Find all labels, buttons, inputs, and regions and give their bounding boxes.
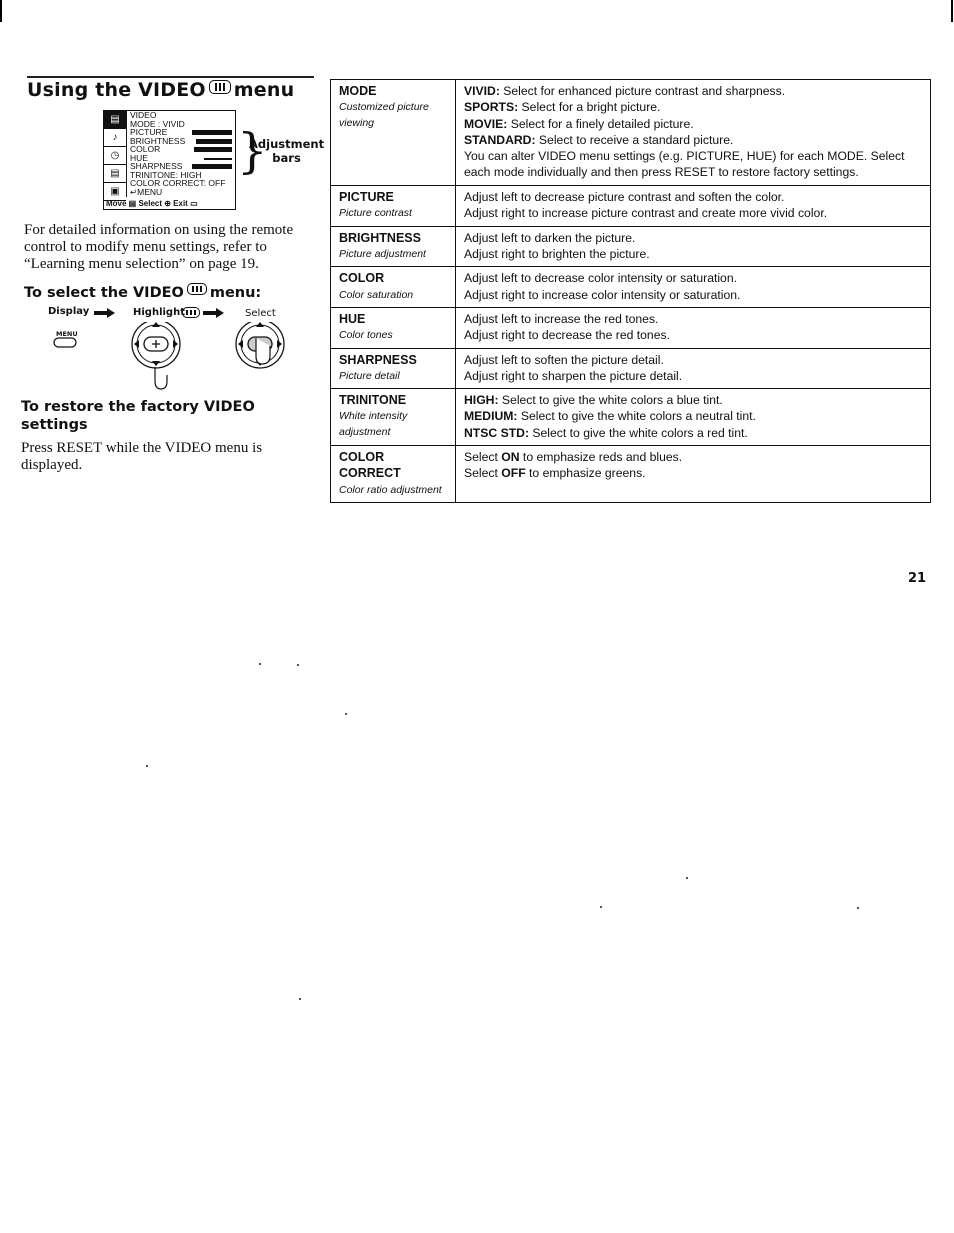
video-menu-icon bbox=[187, 283, 207, 295]
detail-line bbox=[464, 116, 923, 132]
adjustment-bar bbox=[196, 139, 232, 144]
setting-description: Color ratio adjustment bbox=[339, 483, 442, 496]
table-row bbox=[331, 226, 931, 267]
video-menu-screen-illustration bbox=[103, 110, 236, 210]
detail-text: Select to give the white colors a blue tint. bbox=[498, 393, 723, 408]
detail-text: Adjust right to increase picture contrast and create more vivid color. bbox=[464, 206, 828, 221]
joystick-highlight-icon bbox=[132, 322, 180, 389]
detail-text: Adjust left to darken the picture. bbox=[464, 230, 636, 245]
intro-paragraph: For detailed information on using the remote control to modify menu settings, refer to “Learning menu selection” on page 19. bbox=[24, 222, 294, 272]
setting-name: TRINITONE bbox=[339, 393, 407, 408]
step-display-label: Display bbox=[48, 306, 90, 317]
detail-line bbox=[464, 148, 923, 181]
setting-name: MODE bbox=[339, 84, 377, 98]
detail-text: Select for a finely detailed picture. bbox=[507, 116, 694, 131]
scan-speck bbox=[299, 998, 301, 1000]
detail-text: Adjust left to decrease picture contrast and soften the color. bbox=[464, 189, 785, 204]
detail-text: Select for a bright picture. bbox=[518, 100, 661, 115]
table-row bbox=[331, 446, 931, 503]
detail-text: to emphasize greens. bbox=[525, 466, 646, 481]
adjustment-label-line: Adjustment bbox=[249, 137, 325, 151]
setting-description: Picture contrast bbox=[339, 207, 412, 220]
select-heading-suffix: menu: bbox=[209, 285, 262, 301]
setting-detail-cell bbox=[456, 80, 931, 186]
option-name: HIGH: bbox=[464, 393, 499, 408]
table-row bbox=[331, 348, 931, 389]
osd-title: VIDEO bbox=[130, 110, 157, 120]
osd-footer: Move ▤ Select ⊕ Exit ▭ bbox=[106, 199, 198, 208]
detail-line bbox=[464, 408, 923, 424]
table-body bbox=[331, 80, 931, 503]
setting-name: COLOR CORRECT bbox=[339, 450, 401, 481]
arrow-icon bbox=[203, 308, 225, 318]
detail-line bbox=[464, 205, 923, 221]
adjustment-brace: } bbox=[237, 123, 268, 179]
detail-line bbox=[464, 230, 923, 246]
detail-text: Adjust right to brighten the picture. bbox=[464, 247, 650, 262]
restore-paragraph: Press RESET while the VIDEO menu is displayed. bbox=[21, 440, 263, 473]
detail-text: You can alter VIDEO menu settings (e.g. PICTURE, HUE) for each MODE. Select each mode individually and then press RESET to restore factory settings. bbox=[464, 149, 905, 180]
setting-name: PICTURE bbox=[339, 189, 394, 204]
video-menu-icon bbox=[182, 307, 200, 318]
osd-line: COLOR CORRECT: OFF bbox=[130, 178, 226, 188]
detail-line bbox=[464, 327, 923, 343]
scan-speck bbox=[259, 663, 261, 665]
setting-description: Picture adjustment bbox=[339, 248, 426, 261]
setting-description: Customized picture viewing bbox=[339, 101, 429, 130]
option-value: ON bbox=[501, 450, 520, 465]
detail-text: Adjust right to increase color intensity or saturation. bbox=[464, 287, 741, 302]
detail-text: Select to give the white colors a neutral tint. bbox=[517, 409, 756, 424]
detail-text: Select for enhanced picture contrast and sharpness. bbox=[499, 84, 786, 98]
setting-name-cell bbox=[331, 348, 456, 389]
section-title-suffix: menu bbox=[233, 79, 295, 101]
joystick-select-icon bbox=[236, 322, 284, 368]
setting-name-cell bbox=[331, 226, 456, 267]
detail-text: Select to receive a standard picture. bbox=[535, 132, 734, 147]
scan-speck bbox=[345, 713, 347, 715]
adjustment-bar bbox=[194, 147, 232, 152]
osd-line: MODE : VIVID bbox=[130, 118, 185, 129]
scan-speck bbox=[146, 765, 148, 767]
option-name: SPORTS: bbox=[464, 100, 519, 115]
step-select-label: Select bbox=[245, 308, 276, 319]
osd-line: SHARPNESS bbox=[130, 161, 183, 171]
section-rule bbox=[27, 76, 314, 78]
detail-text: Adjust left to increase the red tones. bbox=[464, 311, 659, 326]
detail-text: Select bbox=[464, 450, 502, 465]
option-name: MOVIE: bbox=[464, 116, 508, 131]
table-row bbox=[331, 185, 931, 226]
detail-line bbox=[464, 132, 923, 148]
osd-line: PICTURE bbox=[130, 127, 168, 137]
setting-name: COLOR bbox=[339, 271, 385, 286]
setting-description: White intensity adjustment bbox=[339, 410, 408, 439]
setting-detail-cell bbox=[456, 185, 931, 226]
adjustment-bar bbox=[192, 164, 232, 169]
option-name: NTSC STD: bbox=[464, 425, 529, 440]
detail-line bbox=[464, 368, 923, 384]
scan-edge-mark-left bbox=[0, 0, 2, 22]
detail-line bbox=[464, 83, 923, 99]
video-menu-icon bbox=[209, 80, 231, 94]
detail-line bbox=[464, 352, 923, 368]
select-heading bbox=[24, 283, 261, 302]
audio-note-icon: ♪ bbox=[104, 129, 126, 147]
osd-line: HUE bbox=[130, 152, 148, 163]
detail-line bbox=[464, 270, 923, 286]
setting-detail-cell bbox=[456, 267, 931, 308]
scan-speck bbox=[600, 906, 602, 908]
restore-heading: To restore the factory VIDEO settings bbox=[21, 399, 255, 433]
osd-line: ↵MENU bbox=[130, 186, 163, 197]
setting-detail-cell bbox=[456, 226, 931, 267]
scan-speck bbox=[686, 877, 688, 879]
detail-text: Adjust left to decrease color intensity or saturation. bbox=[464, 271, 738, 286]
menu-key-label: MENU bbox=[56, 330, 78, 338]
detail-text: Adjust right to decrease the red tones. bbox=[464, 328, 670, 343]
detail-line bbox=[464, 189, 923, 205]
adjustment-bars-label bbox=[249, 137, 324, 165]
step-highlight-label: Highlight bbox=[133, 307, 185, 318]
setting-detail-cell bbox=[456, 307, 931, 348]
setting-name: HUE bbox=[339, 311, 366, 326]
scan-edge-mark-right bbox=[951, 0, 953, 22]
setting-detail-cell bbox=[456, 348, 931, 389]
detail-line bbox=[464, 246, 923, 262]
section-title bbox=[27, 79, 294, 101]
detail-text: to emphasize reds and blues. bbox=[519, 450, 683, 465]
detail-line bbox=[464, 311, 923, 327]
setting-name-cell bbox=[331, 446, 456, 503]
setting-name-cell bbox=[331, 389, 456, 446]
option-name: VIVID: bbox=[464, 84, 500, 98]
setting-description: Color saturation bbox=[339, 288, 414, 301]
option-value: OFF bbox=[501, 466, 526, 481]
option-name: STANDARD: bbox=[464, 132, 536, 147]
setting-detail-cell bbox=[456, 389, 931, 446]
detail-line bbox=[464, 99, 923, 115]
adjustment-bar bbox=[204, 158, 232, 160]
detail-text: Adjust left to soften the picture detail. bbox=[464, 352, 664, 367]
setting-name-cell bbox=[331, 307, 456, 348]
detail-text: Adjust right to sharpen the picture detail. bbox=[464, 368, 683, 383]
adjustment-label-line: bars bbox=[272, 151, 301, 165]
detail-text: Select to give the white colors a red tint. bbox=[529, 425, 748, 440]
detail-line bbox=[464, 392, 923, 408]
setting-name-cell bbox=[331, 80, 456, 186]
setup-icon: ▣ bbox=[104, 183, 126, 201]
osd-menu-lines bbox=[130, 111, 234, 196]
section-title-text: Using the VIDEO bbox=[27, 79, 206, 101]
table-row bbox=[331, 267, 931, 308]
table-row bbox=[331, 80, 931, 186]
osd-icon-column bbox=[104, 111, 127, 197]
table-row bbox=[331, 307, 931, 348]
osd-line: TRINITONE: HIGH bbox=[130, 169, 202, 180]
adjustment-bar bbox=[192, 130, 232, 135]
channel-icon: ▤ bbox=[104, 165, 126, 183]
setting-name: SHARPNESS bbox=[339, 352, 417, 367]
page-number: 21 bbox=[908, 571, 927, 586]
setting-description: Color tones bbox=[339, 329, 393, 342]
scan-speck bbox=[297, 664, 299, 666]
timer-icon: ◷ bbox=[104, 147, 126, 165]
osd-line: BRIGHTNESS bbox=[130, 135, 186, 146]
menu-button-icon bbox=[54, 338, 76, 347]
scan-speck bbox=[857, 907, 859, 909]
remote-buttons-illustration bbox=[50, 322, 290, 392]
setting-name: BRIGHTNESS bbox=[339, 230, 421, 245]
detail-line bbox=[464, 465, 923, 481]
detail-line bbox=[464, 449, 923, 465]
setting-description: Picture detail bbox=[339, 369, 400, 382]
video-menu-settings-table bbox=[330, 79, 931, 503]
select-heading-text: To select the VIDEO bbox=[24, 285, 184, 301]
arrow-icon bbox=[94, 308, 116, 318]
detail-text: Select bbox=[464, 466, 502, 481]
setting-detail-cell bbox=[456, 446, 931, 503]
option-name: MEDIUM: bbox=[464, 409, 518, 424]
setting-name-cell bbox=[331, 185, 456, 226]
detail-line bbox=[464, 425, 923, 441]
video-menu-icon: ▤ bbox=[104, 111, 126, 129]
osd-line: COLOR bbox=[130, 144, 161, 154]
table-row bbox=[331, 389, 931, 446]
setting-name-cell bbox=[331, 267, 456, 308]
detail-line bbox=[464, 287, 923, 303]
